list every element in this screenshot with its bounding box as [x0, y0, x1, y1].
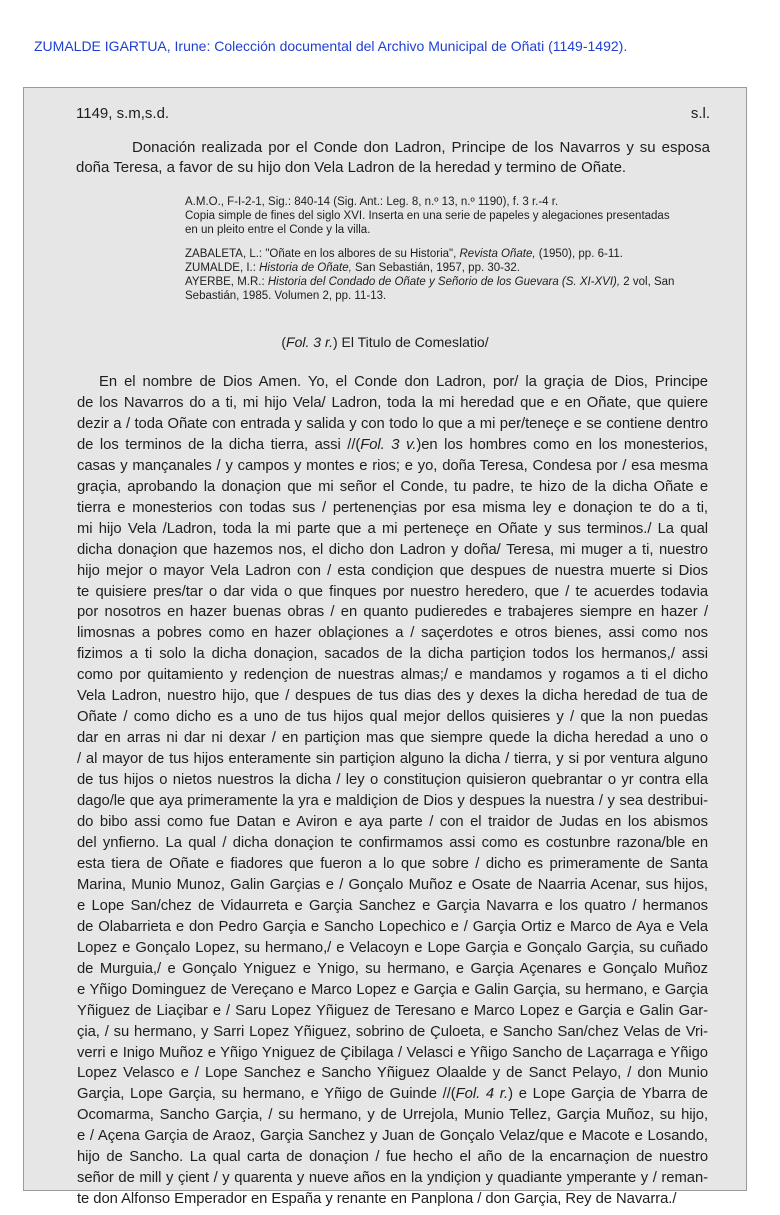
- body-text-line: do bibo assi como fue Datan e Aviron e aya parte / con el traidor de Judas en los abismos: [77, 814, 708, 831]
- body-text-line: / al mayor de tus hijos enteramente sin partiçion alguno la dicha / tierra, y si por ventura alguno: [77, 751, 708, 768]
- document-rubric: (Fol. 3 r.) El Titulo de Comeslatio/: [281, 334, 489, 350]
- body-text-line: e Lope San/chez de Vidaurreta e Garçia Sanchez e Garçia Navarra e los quatro / hermanos: [77, 897, 708, 914]
- body-text-line: verri e Inigo Muñoz e Yñigo Yniguez de Çibilaga / Velasci e Yñigo Sancho de Laçarraga e Yñigo: [77, 1044, 708, 1061]
- body-text-line: Vela Ladron, nuestro hijo, que / despues de tus dias des y dexes la dicha heredad de tua de: [77, 688, 708, 705]
- scanned-page: [23, 87, 747, 1208]
- body-text-line: casas y mançanales / y campos y montes e rios; e yo, doña Teresa, Condesa por / esa mesma: [77, 457, 708, 474]
- body-text-line: tierra e monesterios con todas sus / pertenençias por esa misma ley e donaçion te do a ti,: [77, 499, 708, 516]
- body-text-line: hijo mejor o mayor Vela Ladron con / esta condiçion que despues de nuestra muerte si Dios: [77, 562, 708, 579]
- body-text-line: Lopez Velasco e / Lope Sanchez e Sancho Yñiguez Olaalde y de Sanct Pelayo, / don Munio: [77, 1065, 708, 1082]
- collection-citation-link[interactable]: ZUMALDE IGARTUA, Irune: Colección documental del Archivo Municipal de Oñati (1149-1492).: [34, 38, 628, 54]
- body-text-line: dezir a / toda Oñate con entrada y salida y con todo lo que a mi per/teneçe e se contiene dentro: [77, 415, 708, 432]
- archive-ref-line: A.M.O., F-I-2-1, Sig.: 840-14 (Sig. Ant.: Leg. 8, n.º 13, n.º 1190), f. 3 r.-4 r.: [185, 196, 559, 208]
- bibliography: [185, 247, 710, 303]
- body-text-line: limosnas a pobres como en hazer oblaçiones a / saçerdotes e otros bienes, assi como nos: [77, 625, 708, 642]
- body-text-line: de tus hijos o nietos nuestros la dicha / ley o constituçion quisieron quebrantar o yr contra ella: [77, 772, 708, 789]
- body-text-line: Yñiguez de Liaçibar e / Saru Lopez Yñiguez de Teresano e Marco Lopez e Garçia e Galin Gar-: [77, 1002, 708, 1019]
- body-text-line: Oñate / como dicho es a uno de tus hijos qual mejor dellos quisieres y / que la non puedas: [77, 709, 708, 726]
- body-text-line: de Murguia,/ e Gonçalo Yniguez e Ynigo, su hermano, e Garçia Açenares e Gonçalo Muñoz: [77, 960, 708, 977]
- body-text-line: de los Navarros do a ti, mi hijo Vela/ Ladron, toda la mi heredad que e en Oñate, que quiere: [77, 394, 708, 411]
- body-text-line: graçia, aprobando la donaçion que mi señor el Conde, tu padre, te hizo de la dicha Oñate e: [77, 478, 708, 495]
- body-text-line: dago/le que aya primeramente la yra e maldiçion de Dios y despues la nuestra / y sea destribui-: [77, 793, 708, 810]
- bibliography-entry-zabaleta: ZABALETA, L.: "Oñate en los albores de su Historia", Revista Oñate, (1950), pp. 6-11.: [185, 248, 623, 260]
- body-text-line: hijo de Sancho. La qual carta de donaçion / fue hecho el año de la encarnaçion de nuestro: [77, 1149, 708, 1166]
- body-text-line: te don Alfonso Emperador en España y renante en Panplona / don Garçia, Rey de Navarra./: [77, 1191, 677, 1208]
- document-place: s.l.: [690, 105, 710, 122]
- body-text-line: como por quitamiento y redençion de nuestras almas;/ e mandamos y rogamos a ti el dicho: [77, 667, 708, 684]
- body-text-line: Ocomarma, Sancho Garçia, / su hermano, y de Urrejola, Munio Tellez, Garçia Muñoz, su hijo,: [77, 1107, 708, 1124]
- references-block: [185, 195, 710, 309]
- bibliography-entry-ayerbe: AYERBE, M.R.: Historia del Condado de Oñate y Señorio de los Guevara (S. XI-XVI), 2 vol, San: [185, 276, 675, 288]
- archive-reference: [185, 195, 710, 237]
- body-text-line: Lopez e Gonçalo Lopez, su hermano,/ e Velacoyn e Lope Garçia e Gonçalo Garçia, su cuñado: [77, 939, 708, 956]
- body-text-line: de Olabarrieta e don Pedro Garçia e Sancho Lopechico e / Garçia Ortiz e Marco de Aya e Vela: [77, 918, 708, 935]
- body-text-line: mi hijo Vela /Ladron, toda la mi parte que a mi perteneçe en Oñate y sus terminos./ La qual: [77, 520, 708, 537]
- document-date: 1149, s.m,s.d.: [76, 105, 170, 122]
- body-text-line: En el nombre de Dios Amen. Yo, el Conde don Ladron, por/ la graçia de Dios, Principe: [99, 374, 708, 390]
- document-summary: Donación realizada por el Conde don Ladron, Principe de los Navarros y su esposa doña Teresa, a favor de su hijo don Vela Ladron de la heredad y termino de Oñate.: [76, 139, 710, 176]
- body-text-line: çia, / su hermano, y Sarri Lopez Yñiguez, sobrino de Çuloeta, e Sancho San/chez Velas de Vri-: [77, 1023, 708, 1040]
- body-text-line: Garçia, Lope Garçia, su hermano, e Yñigo de Guinde //(Fol. 4 r.) e Lope Garçia de Ybarra de: [77, 1086, 708, 1103]
- body-text-line: señor de mill y çient / y quarenta y nueve años en la yndiçion y quadiante ymperante y / reman-: [77, 1170, 708, 1187]
- body-text-line: de los terminos de la dicha tierra, assi //(Fol. 3 v.)en los hombres como en los monesterios,: [77, 436, 708, 453]
- body-text-line: por nosotros en hazer buenas obras / en quanto pudieredes e trabajeres siempre en hazer /: [77, 604, 708, 621]
- body-text-line: dicha donaçion que hazemos nos, el dicho don Ladron y doña/ Teresa, mi muger a ti, nuestro: [77, 541, 708, 558]
- archive-ref-line: en un pleito entre el Conde y la villa.: [185, 224, 371, 236]
- bibliography-entry-ayerbe-cont: Sebastián, 1985. Volumen 2, pp. 11-13.: [185, 290, 387, 302]
- body-text-line: dar en arras ni dar ni dexar / en partiçion mas que siempre quede la dicha heredad a uno o: [77, 730, 708, 747]
- body-text-line: te quisiere pres/tar o dar vida o que finques por nuestro heredero, que / te acuerdes todavia: [77, 583, 708, 600]
- body-text-line: fizimos a ti solo la dicha donaçion, sacados de la dicha partiçion todos los hermanos,/ assi: [77, 646, 708, 663]
- body-text-line: e Yñigo Dominguez de Vereçano e Marco Lopez e Garçia e Galin Garçia, su hermano, e Garçia: [77, 981, 708, 998]
- body-text-line: Marina, Munio Munoz, Galin Garçias e / Gonçalo Muñoz e Osate de Naarria Acenar, sus hijos,: [77, 876, 708, 893]
- archive-ref-line: Copia simple de fines del siglo XVI. Inserta en una serie de papeles y alegaciones presentadas: [185, 210, 670, 222]
- document-body-text: [77, 372, 708, 1210]
- body-text-line: esta tiera de Oñate e fiadores que fueron a lo que sobre / dicho es primeramente de Santa: [77, 855, 708, 872]
- body-text-line: e / Açena Garçia de Araoz, Garçia Sanchez y Juan de Gonçalo Velaz/que e Macote e Losando,: [77, 1128, 708, 1145]
- body-text-line: del ynfierno. La qual / dicha donaçion te confirmamos assi como es costunbre razona/ble en: [77, 834, 708, 851]
- bibliography-entry-zumalde: ZUMALDE, I.: Historia de Oñate, San Sebastián, 1957, pp. 30-32.: [185, 262, 520, 274]
